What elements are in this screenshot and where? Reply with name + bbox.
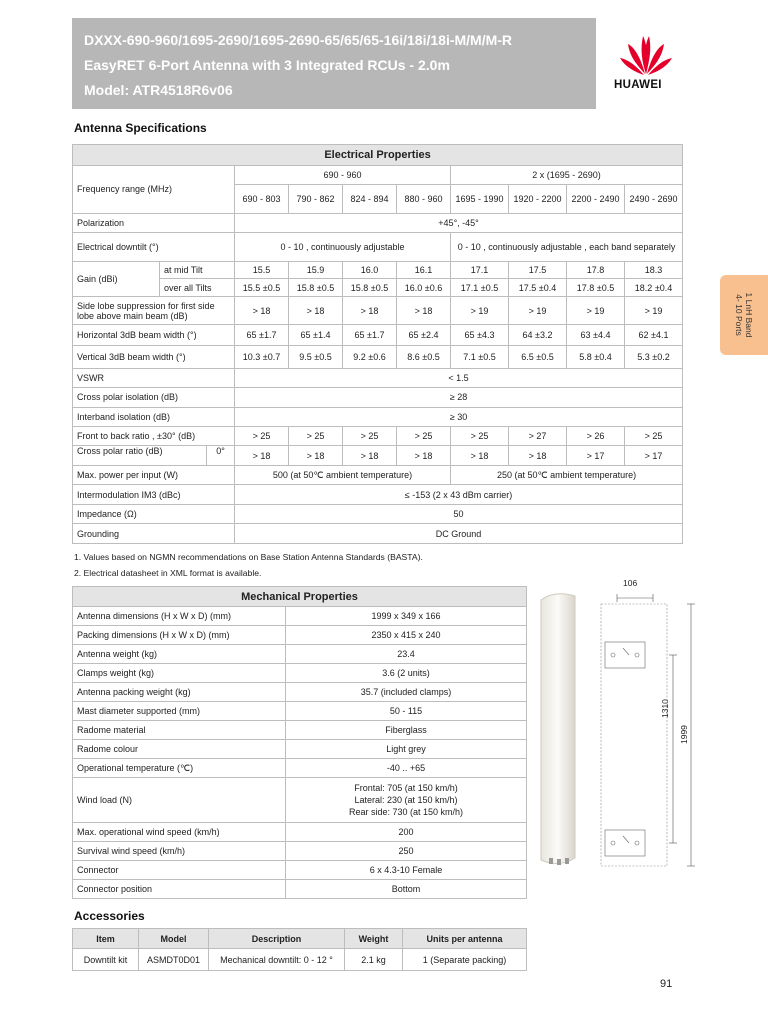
wind-load-label: Wind load (N) (73, 778, 286, 823)
gain-mid-cell: 15.5 (235, 261, 289, 278)
mech-label: Mast diameter supported (mm) (73, 702, 286, 721)
acc-cell: 2.1 kg (345, 949, 403, 971)
brand-logo (596, 18, 696, 109)
gain-all-cell: 17.8 ±0.5 (567, 279, 625, 296)
hbw-cell: 65 ±2.4 (397, 325, 451, 346)
cpr-cell: > 18 (397, 446, 451, 465)
low-band-group: 690 - 960 (235, 165, 451, 184)
antenna-specifications-title: Antenna Specifications (74, 121, 207, 135)
mech-value: Bottom (286, 880, 527, 899)
wind-rear: Rear side: 730 (at 150 km/h) (348, 807, 464, 817)
mech-label: Survival wind speed (km/h) (73, 842, 286, 861)
note-2: 2. Electrical datasheet in XML format is available. (74, 568, 262, 578)
sidelobe-cell: > 18 (343, 296, 397, 325)
mech-value: 250 (286, 842, 527, 861)
model-code-line: DXXX-690-960/1695-2690/1695-2690-65/65/65-16i/18i/18i-M/M/M-R (84, 32, 513, 48)
brand-wordmark: HUAWEI (614, 79, 662, 91)
model-line: Model: ATR4518R6v06 (84, 82, 233, 98)
cpr-cell: > 18 (343, 446, 397, 465)
ftb-cell: > 27 (509, 426, 567, 445)
cpr-cell: > 18 (451, 446, 509, 465)
downtilt-high-value: 0 - 10 , continuously adjustable , each band separately (451, 233, 683, 262)
mech-label: Antenna weight (kg) (73, 645, 286, 664)
hbw-cell: 64 ±3.2 (509, 325, 567, 346)
mech-value: -40 .. +65 (286, 759, 527, 778)
max-power-high: 250 (at 50℃ ambient temperature) (451, 465, 683, 484)
electrical-properties-table (72, 144, 683, 544)
hbw-cell: 65 ±1.7 (235, 325, 289, 346)
huawei-flower-icon (618, 32, 674, 76)
dim-mid-label: 1310 (660, 699, 670, 718)
mech-label: Antenna dimensions (H x W x D) (mm) (73, 607, 286, 626)
wind-lateral: Lateral: 230 (at 150 km/h) (354, 795, 458, 805)
polarization-value: +45°, -45° (235, 213, 683, 232)
gain-all-cell: 18.2 ±0.4 (625, 279, 683, 296)
sidelobe-cell: > 18 (397, 296, 451, 325)
mech-value: Light grey (286, 740, 527, 759)
gain-mid-cell: 17.5 (509, 261, 567, 278)
band-cell: 880 - 960 (397, 184, 451, 213)
mech-label: Antenna packing weight (kg) (73, 683, 286, 702)
front-to-back-label: Front to back ratio , ±30° (dB) (73, 426, 235, 445)
ftb-cell: > 25 (289, 426, 343, 445)
band-cell: 1695 - 1990 (451, 184, 509, 213)
header-titles (84, 28, 512, 103)
sidelobe-cell: > 19 (451, 296, 509, 325)
hbw-label: Horizontal 3dB beam width (°) (73, 325, 235, 346)
gain-mid-cell: 16.0 (343, 261, 397, 278)
ftb-cell: > 25 (343, 426, 397, 445)
mechanical-properties-header: Mechanical Properties (73, 587, 527, 607)
dim-top-label: 106 (623, 578, 638, 588)
dim-total-label: 1999 (679, 725, 689, 744)
cpr-cell: > 17 (567, 446, 625, 465)
electrical-properties-header: Electrical Properties (73, 145, 683, 166)
vbw-label: Vertical 3dB beam width (°) (73, 345, 235, 368)
acc-cell: ASMDT0D01 (139, 949, 209, 971)
sidelobe-label: Side lobe suppression for first side lobe above main beam (dB) (73, 296, 235, 325)
acc-header: Description (209, 929, 345, 949)
grounding-value: DC Ground (235, 524, 683, 544)
grounding-label: Grounding (73, 524, 235, 544)
mech-value: 35.7 (included clamps) (286, 683, 527, 702)
cpr-cell: > 18 (289, 446, 343, 465)
mech-value: 200 (286, 823, 527, 842)
gain-all-cell: 15.5 ±0.5 (235, 279, 289, 296)
mech-label: Clamps weight (kg) (73, 664, 286, 683)
gain-all-cell: 16.0 ±0.6 (397, 279, 451, 296)
table-row (73, 949, 527, 971)
ftb-cell: > 26 (567, 426, 625, 445)
mech-value: 1999 x 349 x 166 (286, 607, 527, 626)
cross-polar-ratio-angle: 0° (206, 446, 234, 464)
sidelobe-cell: > 19 (509, 296, 567, 325)
mech-label: Radome colour (73, 740, 286, 759)
ftb-cell: > 25 (625, 426, 683, 445)
sidelobe-cell: > 18 (289, 296, 343, 325)
antenna-drawing (535, 576, 705, 876)
acc-header: Weight (345, 929, 403, 949)
max-power-label: Max. power per input (W) (73, 465, 235, 484)
band-cell: 690 - 803 (235, 184, 289, 213)
wind-frontal: Frontal: 705 (at 150 km/h) (354, 783, 458, 793)
hbw-cell: 65 ±1.4 (289, 325, 343, 346)
mech-label: Connector (73, 861, 286, 880)
downtilt-low-value: 0 - 10 , continuously adjustable (235, 233, 451, 262)
ftb-cell: > 25 (235, 426, 289, 445)
interband-isolation-label: Interband isolation (dB) (73, 407, 235, 426)
mech-value: 6 x 4.3-10 Female (286, 861, 527, 880)
hbw-cell: 63 ±4.4 (567, 325, 625, 346)
polarization-label: Polarization (73, 213, 235, 232)
datasheet-header (72, 18, 696, 109)
mech-value: 23.4 (286, 645, 527, 664)
sidelobe-cell: > 19 (625, 296, 683, 325)
side-tab-label (734, 293, 754, 338)
cross-polar-ratio-label (73, 446, 235, 465)
accessories-table (72, 928, 527, 971)
sidelobe-cell: > 19 (567, 296, 625, 325)
gain-mid-cell: 17.8 (567, 261, 625, 278)
vbw-cell: 7.1 ±0.5 (451, 345, 509, 368)
band-cell: 824 - 894 (343, 184, 397, 213)
mechanical-properties-table (72, 586, 527, 899)
hbw-cell: 65 ±4.3 (451, 325, 509, 346)
cpr-cell: > 17 (625, 446, 683, 465)
vbw-cell: 8.6 ±0.5 (397, 345, 451, 368)
acc-header: Units per antenna (403, 929, 527, 949)
note-1: 1. Values based on NGMN recommendations on Base Station Antenna Standards (BASTA). (74, 552, 423, 562)
interband-isolation-value: ≥ 30 (235, 407, 683, 426)
vbw-cell: 5.3 ±0.2 (625, 345, 683, 368)
downtilt-label: Electrical downtilt (°) (73, 233, 235, 262)
gain-all-cell: 17.5 ±0.4 (509, 279, 567, 296)
cross-polar-isolation-label: Cross polar isolation (dB) (73, 388, 235, 407)
cross-polar-ratio-text: Cross polar ratio (dB) (77, 446, 163, 457)
impedance-label: Impedance (Ω) (73, 504, 235, 523)
im3-label: Intermodulation IM3 (dBc) (73, 485, 235, 504)
im3-value: ≤ -153 (2 x 43 dBm carrier) (235, 485, 683, 504)
gain-mid-cell: 15.9 (289, 261, 343, 278)
max-power-low: 500 (at 50℃ ambient temperature) (235, 465, 451, 484)
datasheet-notes (74, 549, 423, 581)
frequency-range-label: Frequency range (MHz) (73, 165, 235, 213)
antenna-outline-diagram (535, 576, 705, 876)
vbw-cell: 9.5 ±0.5 (289, 345, 343, 368)
gain-label: Gain (dBi) (73, 261, 160, 296)
band-cell: 2490 - 2690 (625, 184, 683, 213)
vbw-cell: 10.3 ±0.7 (235, 345, 289, 368)
cpr-cell: > 18 (509, 446, 567, 465)
ftb-cell: > 25 (397, 426, 451, 445)
accessories-title: Accessories (74, 909, 145, 923)
vbw-cell: 6.5 ±0.5 (509, 345, 567, 368)
gain-mid-cell: 16.1 (397, 261, 451, 278)
vswr-label: VSWR (73, 368, 235, 387)
impedance-value: 50 (235, 504, 683, 523)
mech-label: Max. operational wind speed (km/h) (73, 823, 286, 842)
acc-cell: 1 (Separate packing) (403, 949, 527, 971)
acc-header: Model (139, 929, 209, 949)
mech-value: 2350 x 415 x 240 (286, 626, 527, 645)
mech-label: Radome material (73, 721, 286, 740)
page-number: 91 (660, 978, 673, 990)
gain-mid-cell: 17.1 (451, 261, 509, 278)
high-band-group: 2 x (1695 - 2690) (451, 165, 683, 184)
gain-all-cell: 15.8 ±0.5 (343, 279, 397, 296)
hbw-cell: 65 ±1.7 (343, 325, 397, 346)
mech-value: 50 - 115 (286, 702, 527, 721)
cpr-cell: > 18 (235, 446, 289, 465)
gain-mid-cell: 18.3 (625, 261, 683, 278)
hbw-cell: 62 ±4.1 (625, 325, 683, 346)
gain-all-cell: 17.1 ±0.5 (451, 279, 509, 296)
gain-all-cell: 15.8 ±0.5 (289, 279, 343, 296)
vbw-cell: 9.2 ±0.6 (343, 345, 397, 368)
acc-header: Item (73, 929, 139, 949)
ftb-cell: > 25 (451, 426, 509, 445)
side-tab-line2: 4- 10 Ports (734, 294, 744, 336)
cross-polar-isolation-value: ≥ 28 (235, 388, 683, 407)
vbw-cell: 5.8 ±0.4 (567, 345, 625, 368)
mech-label: Operational temperature (℃) (73, 759, 286, 778)
wind-load-values (286, 778, 527, 823)
mech-value: Fiberglass (286, 721, 527, 740)
section-side-tab[interactable] (720, 275, 768, 355)
acc-cell: Downtilt kit (73, 949, 139, 971)
sidelobe-cell: > 18 (235, 296, 289, 325)
vswr-value: < 1.5 (235, 368, 683, 387)
band-cell: 2200 - 2490 (567, 184, 625, 213)
product-name-line: EasyRET 6-Port Antenna with 3 Integrated RCUs - 2.0m (84, 57, 450, 73)
band-cell: 790 - 862 (289, 184, 343, 213)
side-tab-line1: 1 LnH Band (744, 292, 754, 338)
band-cell: 1920 - 2200 (509, 184, 567, 213)
mech-label: Connector position (73, 880, 286, 899)
mech-value: 3.6 (2 units) (286, 664, 527, 683)
gain-all-label: over all Tilts (160, 279, 235, 296)
mech-label: Packing dimensions (H x W x D) (mm) (73, 626, 286, 645)
gain-mid-label: at mid Tilt (160, 261, 235, 278)
acc-cell: Mechanical downtilt: 0 - 12 ° (209, 949, 345, 971)
